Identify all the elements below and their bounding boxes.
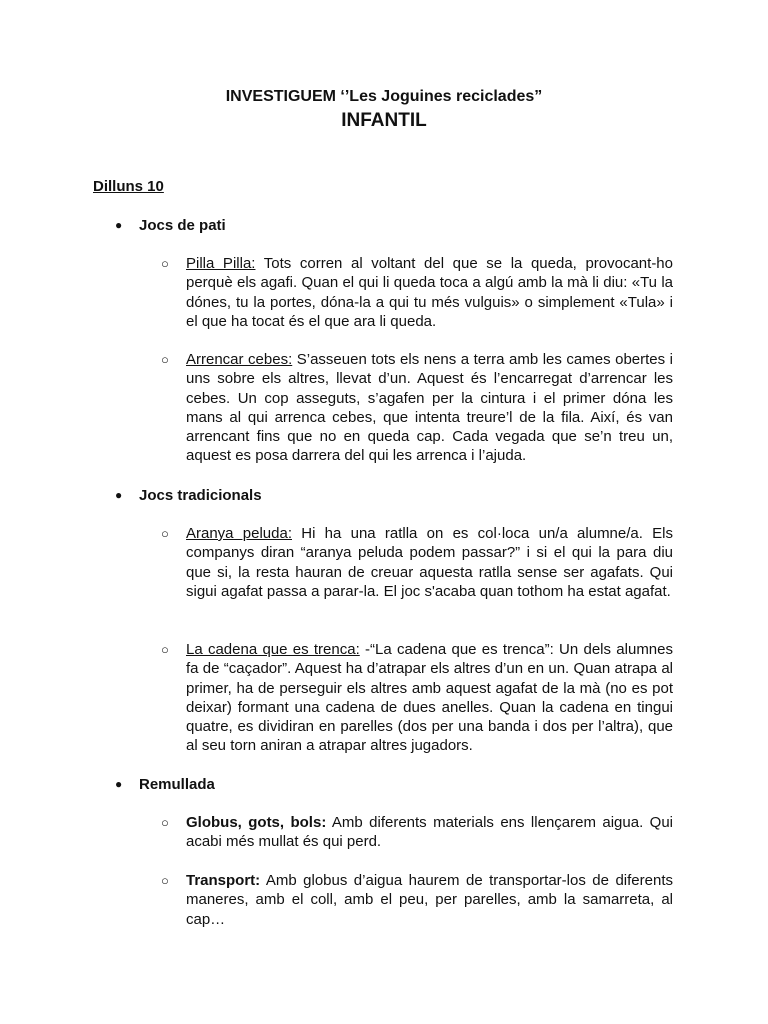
list-item-body	[186, 813, 673, 852]
item-name: Globus, gots, bols:	[186, 814, 327, 831]
list-item-body	[186, 254, 673, 331]
circle-bullet-icon: ○	[161, 256, 169, 271]
item-name: Pilla Pilla:	[186, 255, 256, 272]
day-heading: Dilluns 10	[93, 178, 164, 195]
bullet-dot-icon: ●	[115, 488, 123, 502]
list-item-body	[186, 640, 673, 756]
list-item	[161, 640, 673, 756]
list-item	[161, 350, 673, 466]
circle-bullet-icon: ○	[161, 526, 169, 541]
item-name: Aranya peluda:	[186, 525, 292, 542]
list-item	[161, 871, 673, 929]
section-heading-label: Remullada	[139, 776, 215, 793]
item-text: Amb diferents materials ens llençarem aigua. Qui acabi més mullat és qui perd.	[186, 814, 673, 851]
list-item-body	[186, 871, 673, 929]
item-text: Tots corren al voltant del que se la queda, provocant-ho perquè els agafi. Quan el qui li queda toca a algú amb la mà li diu: «Tu la dónes, tu la portes, dóna-la a qui tu més vulguis» o simplement «Tula» i el que ha tocat és el que ara li queda.	[186, 255, 673, 330]
section-heading-jocs-tradicionals	[115, 486, 262, 505]
section-heading-jocs-de-pati	[115, 216, 226, 235]
list-item	[161, 524, 673, 601]
item-text: Hi ha una ratlla on es col·loca un/a alumne/a. Els companys diran “aranya peluda podem passar?” i si el qui la para diu que si, la resta hauran de creuar aquesta ratlla sense ser agafats. Qui sigui agafat passa a parar-la. El joc s'acaba quan tothom ha estat agafat.	[186, 525, 674, 600]
item-text: -“La cadena que es trenca”: Un dels alumnes fa de “caçador”. Aquest ha d’atrapar els altres d’un en un. Quan atrapa al primer, ha de perseguir els altres amb aquest agafat de la mà (no es pot deixar) formant una cadena de dues anelles. Quan la cadena en tingui quatre, es dividiran en parelles (dos per una banda i dos per l’altra), que al seu torn aniran a atrapar altres jugadors.	[186, 641, 673, 755]
circle-bullet-icon: ○	[161, 873, 169, 888]
section-heading-label: Jocs de pati	[139, 217, 226, 234]
circle-bullet-icon: ○	[161, 352, 169, 367]
list-item-body	[186, 524, 673, 601]
circle-bullet-icon: ○	[161, 642, 169, 657]
list-item	[161, 813, 673, 852]
item-name: La cadena que es trenca:	[186, 641, 360, 658]
section-heading-label: Jocs tradicionals	[139, 487, 262, 504]
document-subtitle: INFANTIL	[341, 110, 427, 131]
item-text: Amb globus d’aigua haurem de transportar-los de diferents maneres, amb el coll, amb el peu, per parelles, amb la samarreta, al cap…	[186, 872, 673, 928]
bullet-dot-icon: ●	[115, 777, 123, 791]
circle-bullet-icon: ○	[161, 815, 169, 830]
bullet-dot-icon: ●	[115, 218, 123, 232]
item-text: S’asseuen tots els nens a terra amb les cames obertes i uns sobre els altres, llevat d’un. Aquest és l’encarregat d’arrencar les cebes. Un cop asseguts, s’agafen per la cintura i el primer dóna les mans al qui arrenca cebes, que intenta treure’l de la fila. Així, és van arrencant fins que no en queda cap. Cada vegada que se’n treu un, aquest es posa darrera del qui les arrenca i l’ajuda.	[186, 351, 673, 465]
item-name: Arrencar cebes:	[186, 351, 293, 368]
list-item	[161, 254, 673, 331]
section-heading-remullada	[115, 775, 215, 794]
document-title: INVESTIGUEM ‘’Les Joguines reciclades”	[225, 88, 543, 105]
item-name: Transport:	[186, 872, 261, 889]
list-item-body	[186, 350, 673, 466]
